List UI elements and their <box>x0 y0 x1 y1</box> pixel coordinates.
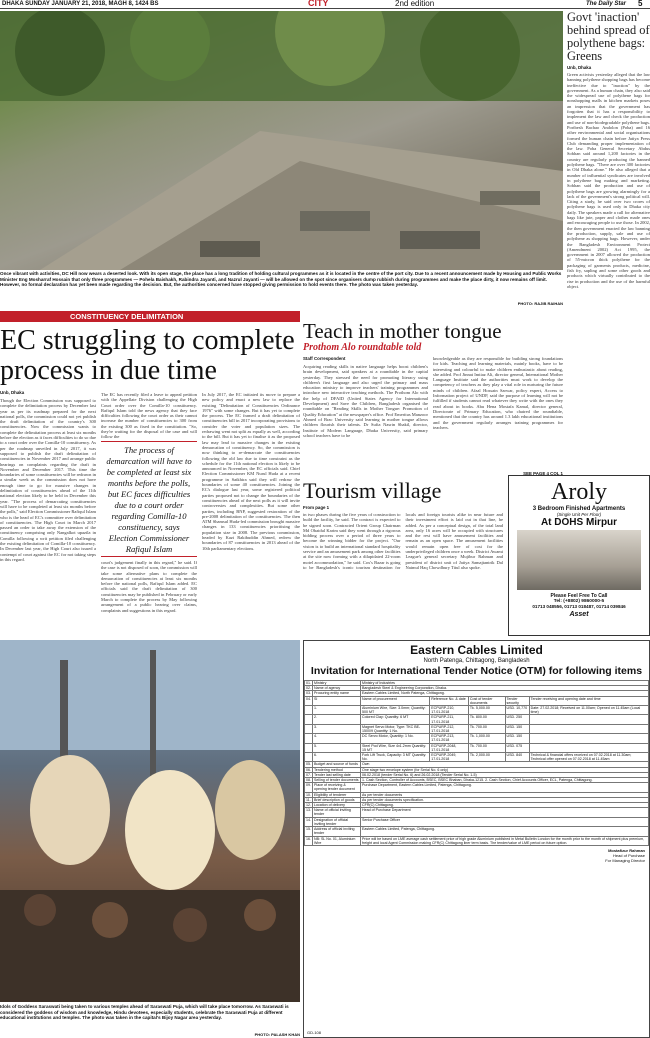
page-number: 5 <box>638 0 643 8</box>
tender-cell <box>529 734 648 743</box>
tender-cell: Eastern Cables Limited, North Patenga, Chittagong. <box>361 691 649 696</box>
tender-cell: Tk. 1,000.00 <box>468 734 505 743</box>
aroly-logo: Aroly <box>551 479 607 505</box>
aroly-tel: Tel: (+8802) 9860000-5 <box>553 599 605 604</box>
tender-cell: Steel Pod Wire, Size 4x1.2mm Quantity: 15 MT <box>361 743 430 752</box>
tender-row <box>305 734 649 743</box>
tender-table <box>304 680 649 846</box>
tender-cell: Budget and source of funds <box>313 762 361 767</box>
aroly-call: Please Feel Free To Call <box>550 593 608 599</box>
mother-tongue-col-2: knowledgeable as they are responsible for building strong foundations for kids. Teaching and learning materials, mainly books, have to be interesting and colourful to make children enthusiastic about reading, she added. Prof Jinnat Imtiaz Ali, director general, International Mother Language Institute said the authorities must work to develop the competency of teachers as they play a vital role in nurturing the future minds of children. Afzal Hossain Sarwar, policy expert, Access to Information project of UNDP, said the purpose of learning will not be fulfilled if students cannot read whatever they write with the ones they read about in books. Abu Hena Mostafa Kamal, director general, Directorate of Primary Education, who chaired the roundtable, mentioned that the country has around 1.3 lakh educational institutions and the government regularly arranges training programmes for teachers. <box>433 356 563 430</box>
tender-cell: 12. <box>306 803 311 808</box>
tender-cell: Fork Lift Truck, Capacity: 3 MT Quantity: No. <box>361 753 430 762</box>
tender-cell: 4. <box>313 734 361 743</box>
tender-cell: USD. 075 <box>505 743 529 752</box>
dateline: DHAKA SUNDAY JANUARY 21, 2018, MAGH 8, 1424 BS <box>2 1 159 7</box>
tourism-headline: Tourism village <box>303 480 442 503</box>
tender-row <box>305 724 649 733</box>
tender-cell: Colored Clay: Quantity: 6 MT <box>361 715 430 724</box>
ec-pull-quote: The process of demarcation will have to be completed at least six months before the polls, but EC faces difficulties due to a court order regarding Comilla-10 constituency, says Election Commissioner Rafiqul Islam <box>101 441 197 557</box>
greens-headline: Govt 'inaction' behind spread of polythene bags: Greens <box>567 11 650 63</box>
aroly-advertisement <box>508 475 650 636</box>
tender-cell: Magnet Servo Motor, Type: TKC BE-1500/9 Quantity: 1 No. <box>361 724 430 733</box>
tender-cell: Name of procurement <box>361 696 430 705</box>
dc-hill-illustration <box>0 11 563 270</box>
tender-cell <box>529 715 648 724</box>
tender-cell: NB: SL No. 01, Aluminium Wire <box>313 836 361 845</box>
tender-sign-for: For Managing Director <box>605 857 645 863</box>
mother-tongue-subhead: Prothom Alo roundtable told <box>303 342 422 353</box>
tender-cell: 01. <box>306 681 311 685</box>
tender-cell: 14. <box>305 817 313 826</box>
masthead <box>0 0 650 9</box>
tender-cell <box>305 715 313 724</box>
saraswati-credit: PHOTO: PALASH KHAN <box>254 1032 300 1037</box>
tender-cell: Price will be based on LME average cash settlement price of high grade Aluminium published in Metal Bulletin London for the month prior to the month of shipment plus premium, freight and local Agent Commission making CFR(C) Chittagong liner term basis. The tender/value of LME period on future option. <box>361 836 649 845</box>
tender-cell: Selling of tender documents <box>314 778 359 783</box>
tender-cell: Eligibility of tenderer <box>313 792 361 797</box>
mother-tongue-byline: Staff Correspondent <box>303 356 346 361</box>
tender-cell: ECPURP-213, 17.01.2018 <box>430 734 469 743</box>
tender-row <box>305 817 649 826</box>
tender-cell: ECPURP-2049, 17.01.2018 <box>430 753 469 762</box>
tender-cell: Tk. 700.00 <box>468 743 505 752</box>
tender-signature <box>304 848 649 863</box>
tender-cell: 1. <box>313 706 361 715</box>
aroly-line-1: 3 Bedroom Finished Apartments <box>532 506 626 512</box>
tender-cell: 07. <box>306 772 311 777</box>
tender-row <box>305 696 649 705</box>
tender-cell: DC Servo Motor, Quantity: 1 No. <box>361 734 430 743</box>
tender-cell: Tk. 700.00 <box>468 724 505 733</box>
tender-row <box>305 783 649 792</box>
ec-headline: EC struggling to complete process in due time <box>0 326 295 386</box>
tender-cell: One stage two envelope system (for Serial No. 6 only) <box>361 767 649 772</box>
edition-label: 2nd edition <box>395 0 435 8</box>
tender-cell: Designation of official inviting tender <box>313 817 361 826</box>
tender-row <box>305 706 649 715</box>
tender-row <box>305 743 649 752</box>
tender-cell: CFR(C) Chittagong. <box>361 803 649 808</box>
tender-row <box>305 827 649 836</box>
tender-cell: 03. <box>306 691 311 696</box>
tender-cell: Name of agency <box>313 686 361 691</box>
ec-byline: Unb, Dhaka <box>0 390 25 395</box>
tender-cell: Tk. 5,000.00 <box>468 706 505 715</box>
tender-cell: 3. <box>313 724 361 733</box>
tender-cell <box>529 724 648 733</box>
tender-cell: 5. <box>313 743 361 752</box>
tender-cell: ECPURP-2048, 17.01.2018 <box>430 743 469 752</box>
tender-code: GD-108 <box>307 1030 322 1035</box>
ec-col-2b: court's judgement finally in this regard," he said. If the case is not disposed of soon, the commission will take some alternative plans to complete the demarcation of constituencies at least six months before the national polls, Rafiqul Islam added. EC officials said the draft delimitation of 300 constituencies may be published in February or early March to complete the process by May following arrangement of a public hearing over claims, complaints and suggestions in this regard. <box>101 560 197 613</box>
tender-cell: Date: 27.02.2018; Received on 11.00am; Opened on 11.45am (Local time) <box>529 706 648 715</box>
tender-cell: Tender security <box>505 696 529 705</box>
tender-cell: Aluminium Wire, Size: 3.0mm; Quantity: 500 MT <box>361 706 430 715</box>
tender-cell: Tender last selling date <box>313 772 361 777</box>
tender-sign-title: Head of Purchase <box>612 852 645 858</box>
eastern-cables-tender <box>303 640 650 1038</box>
tender-cell <box>305 724 313 733</box>
tender-row <box>305 808 649 817</box>
tender-cell <box>529 743 648 752</box>
tender-cell: Reference No. & date <box>430 696 469 705</box>
aroly-line-3: At DOHS Mirpur <box>540 517 618 528</box>
tender-address: North Patenga, Chittagong, Bangladesh <box>423 658 530 664</box>
tender-cell: As per tender documents specification. <box>361 797 649 802</box>
tender-cell: 02. <box>306 686 311 691</box>
tender-cell: 09. <box>305 783 313 792</box>
tender-cell: 11. <box>306 797 311 802</box>
tender-cell: Own <box>361 762 649 767</box>
tender-cell: As per tender documents <box>361 792 649 797</box>
paper-name: The Daily Star <box>586 1 627 7</box>
mother-tongue-col-1: Acquiring reading skills in native language helps boost children's brain development, said speakers at a roundtable in the capital yesterday. They stressed the need for promoting literacy using children's first language and also urged the primary and mass education ministry to improve teachers' training programmes and introduce new interactive teaching methods. The Prothom Alo with the help of DFAID (United States Agency for International Development) and Save the Children, Bangladesh organised the roundtable on "Reading Skills in Mother Tongue: Promotion of Quality Education" at the newspaper's office. Prof Emeritus Manzoor Ahmed of Brac University said learning in mother tongue allows children flourish their talents. Dr Sufia Nasrin Shakil, director, Institute of Modern Language, Dhaka University, said primary school teachers have to be <box>303 364 428 438</box>
tender-cell: Name of official inviting tender <box>313 808 361 817</box>
saraswati-illustration <box>0 640 300 1002</box>
tender-cell: 06. <box>306 767 311 772</box>
ec-col-3: In July 2017, the EC initiated its move to prepare a new policy and enact a new law to replace the existing "Delimitation of Constituencies Ordinance 1976" with some changes. But it has yet to complete the process. The EC framed a draft delimitation of constituencies bill in 2017 incorporating provisions to consider the voter and population sizes. The redrawing went not split as equally as well, according to the bill. But it has yet to finalise it as the proposed law may lead to massive changes in the existing demarcation of constituency. So, the commission is now thinking to re-demarcate the constituencies following the old law due to time constraint as the schedule for the 11th national election is likely to be announced in November, the EC officials said. Chief Election Commissioner KM Nurul Huda at a recent programme in Satkhira said they will redraw the boundaries of some 40 constituencies. Joining the EC's dialogue last year, some registered political parties proposed not to change the boundaries of the constituencies ahead of the next polls as it will invite controversies and complexities. But some other parties, including BNP, suggested restoration of the pre-2008 delimitation of the constituencies. The then ATM Shamsul Huda-led commission brought massive changes in 133 constituencies prioritising the population size in 2008. The previous commission, headed by Kazi Rakibuddin Ahmed, redrew the boundaries of 87 constituencies in 2013 ahead of the 10th parliamentary elections. <box>202 392 300 551</box>
saraswati-caption: Idols of Goddess Saraswati being taken to various temples ahead of Saraswati Puja, which will take place tomorrow. As Saraswati is considered the goddess of wisdom and knowledge, Hindu devotees, especially students, celebrate the Saraswati Puja at different educational institutions and temples. The photo was taken in the capital's Bijoy Nagar area yesterday. <box>0 1004 289 1021</box>
tender-cell: Ministry <box>313 681 361 686</box>
tender-cell: USD. 250 <box>505 715 529 724</box>
tender-cell: Tender receiving and opening date and time <box>529 696 648 705</box>
tender-row <box>305 715 649 724</box>
tender-cell: 04. <box>305 696 313 705</box>
tender-cell: Technical & financial offers received on 07.02.2018 at 11.30am; Technical offer opened on 07.02.2018 at 11.45am <box>529 753 648 762</box>
greens-story <box>567 11 650 446</box>
greens-body: Green activists yesterday alleged that the law banning polythene shopping bags has become ineffective due to "inaction" by the government. As a human chain, they also said the widespread use of polythene bags for nonshopping malls in kitchen markets poses an impression that the government has forgotten that it has a responsibility to implement the law and check the production and use of non-biodegradable polythene bags. Poribesh Bachao Andolon (Poba) and 16 other environmental and social organisations formed the human chain before Jatiya Press Club demanding proper implementation of the law. Poba General Secretary Abdus Sobhan said around 1,200 factories in the country are regularly producing the banned polythene bags. "There are over 300 factories in Old Dhaka alone." He also alleged that a number of influential syndicates are involved in polythene bag making and marketing. Sobhan said the production and use of polythene bags are growing alarmingly for a lack of the government's strong political will. Citing a study, he said over two crores of polythene bags is used only in Dhaka city daily. The speakers made a call for alternative bags like jute, paper and clothes made ones and encouraging people to use those. In 2002, the then government enacted the law banning the production, supply, sale and use of polythene as shopping bags. However, under the Bangladesh Environment Protect (Amendment 2002) Act 1995, the government in 2007 allowed the production of 55-micron thick polythene for the packaging of garments products, medicine, fish fry, sapling and some other goods and products which virtually contributed to the rise in production and the use of the harmful object. <box>567 72 650 289</box>
tender-cell: Tk. 800.00 <box>468 715 505 724</box>
tender-cell <box>305 734 313 743</box>
greens-byline: Unb, Dhaka <box>567 65 592 70</box>
ec-col-2: The EC has recently filed a leave to appeal petition with the Appellate Division challenging the High Court order over the Comilla-10 constituency. Rafiqul Islam told the news agency that they face difficulties following the court order as their cannot increase the number of constituencies to 300 from the existing 300 as fixed in the constitution. "So, they're waiting for the disposal of the case and will follow the <box>101 392 197 439</box>
tender-cell: ECPURP-212, 17.01.2018 <box>430 724 469 733</box>
tender-cell: Tendering method <box>313 767 361 772</box>
tender-cell: 08. <box>306 778 311 783</box>
aroly-building-image <box>517 530 641 590</box>
tender-cell: ECPURP-210, 17.01.2018 <box>430 706 469 715</box>
tender-cell: Procuring entity name <box>313 691 361 696</box>
asset-logo: Asset <box>569 611 589 618</box>
dc-hill-caption: Once vibrant with activities, DC Hill now wears a deserted look. With its open stage, the place has a long tradition of holding cultural programmes as it is located in the centre of the port city. Due to a recent announcement made by Housing and Public Works Minister Eng Mosharraf Hossain that only three programmes — Pohela Baishakh, Rabindra Jayanti, and Nazrul Jayanti — will be allowed on the spot since organisers dump rubbish during programmes and make the place dirty, it now remains off limit. However, no formal declaration has yet been made regarding the decision. But, the authorities concerned have stopped giving permission to hold events there. The photo was taken yesterday. <box>0 271 562 288</box>
tender-cell: SI <box>313 696 361 705</box>
aroly-line-2: (Single Unit Per Floor) <box>556 512 602 517</box>
tender-cell: 6. <box>313 753 361 762</box>
tender-cell <box>305 706 313 715</box>
tender-cell: 16. <box>305 836 313 845</box>
tender-cell: ECPURP-211, 17.01.2018 <box>430 715 469 724</box>
tender-cell: Address of official inviting tender <box>313 827 361 836</box>
tender-cell: 05. <box>306 762 311 767</box>
tender-cell: Senior Purchase Officer <box>361 817 649 826</box>
tender-cell: Bangladesh Steel & Engineering Corporation, Dhaka. <box>361 686 649 691</box>
tender-cell: Purchase Department, Eastern Cables Limited, Patenga, Chittagong. <box>361 783 649 792</box>
tender-row <box>305 753 649 762</box>
dc-hill-credit: PHOTO: RAJIB RAIHAN <box>517 301 563 306</box>
tender-company: Eastern Cables Limited <box>410 643 543 657</box>
tender-cell: USD. 10,770 <box>505 706 529 715</box>
tender-cell: Eastern Cables Limited, Patenga, Chittagong. <box>361 827 649 836</box>
tender-cell: Location of delivery <box>313 803 361 808</box>
tender-cell: 15. <box>305 827 313 836</box>
tender-cell: USD. 840 <box>505 753 529 762</box>
tender-cell: 06.02.2018 (tender Serial No. 6) and 26.02.2018 (Tender Serial No. 1-5) <box>361 772 649 777</box>
tender-cell: Cost of tender documents <box>468 696 505 705</box>
tourism-byline: From page 1 <box>303 505 330 510</box>
tender-sign-name: Mostafizur Rahman <box>608 847 645 853</box>
ec-col-1: Though the Election Commission was supposed to complete the delimitation process by December last year as per its roadmap prepared for the next national polls, the commission could not yet publish the draft delimitation of the country's 300 constituencies. Now the commission wants to complete the delimitation process at least six months before the election as it faces difficulties to do so due to a court order over the Comilla-10 constituency. As per the roadmap unveiled in July 2017, it was supposed to publish the draft delimitation of constituencies in November 2017 and arrange public hearings on complaints regarding the draft in November and December 2017. This time the boundaries of some constituencies will be redrawn in a similar week as the commission does not have enough time to go for massive changes in delimitation of constituencies ahead of the 11th national election likely to be held in December this year. "The process of demarcating constituencies will have to be completed at least six months before the polls," said Election Commissioner Rafiqul Islam who is the head of EC's committee over delimitation of constituencies. The High Court in March 2017 passed an order to take away the extension of the constituency comprising only Nangalkot upazila in Comilla following a writ petition filed challenging the existing delimitation of Comilla-10 constituency. In December last year, the High Court also issued a contempt of court against the EC for not taking steps in this regard. <box>0 398 96 562</box>
tourism-body: in two phases during the five years of construction to build the facility, he said. The contract is expected to be signed soon. Contracted Orient Group Chairman Md Obaidul Karim said they went through a rigorous bidding process over a period of three years to become the winning bidder for the project. "Our vision is to build an international standard hospitality service and an amusement park among other facilities at the site now forming with a dilapidated 22-room motel accommodation," he said. Cox's Bazar is going to be Bangladesh's iconic tourism destination for locals and foreign tourists alike in near future and their investment effort is laid out in that line, he added. As per a conceptual design, of the total land area, only 16 acres will be occupied with structures and the rest will have amusement facilities and remain as an open space. The amusement facilities would remain open free of cost for the underprivileged children once a week. District Awami League's general secretary Mujibur Rahman and president of district unit of Jatiya Samajtantrik Dal Naimul Haq Chowdhury Titul also spoke. <box>303 512 503 570</box>
mother-tongue-headline: Teach in mother tongue <box>303 320 502 342</box>
tender-cell <box>305 743 313 752</box>
tender-cell: Head of Purchase Department <box>361 808 649 817</box>
tender-cell: 13. <box>305 808 313 817</box>
mother-tongue-continued: SEE PAGE 4 COL 1 <box>523 471 563 476</box>
tender-title: Invitation for International Tender Notice (OTM) for following items <box>310 665 643 677</box>
ec-kicker: CONSTITUENCY DELIMITATION <box>0 311 300 322</box>
aroly-phones: 01713 048556, 01713 018487, 01714 039846 <box>532 604 626 609</box>
tender-cell: 2. <box>313 715 361 724</box>
dc-hill-photo <box>0 11 563 270</box>
tender-cell: 10. <box>306 792 311 797</box>
tender-cell <box>305 753 313 762</box>
tender-row <box>305 836 649 845</box>
tender-cell: USD. 150 <box>505 724 529 733</box>
tender-cell: Ministry of Industries <box>361 681 649 686</box>
tender-cell: Place of receiving & opening tender document <box>313 783 361 792</box>
tender-cell: Brief description of goods <box>313 797 361 802</box>
tender-cell: Tk. 2,000.00 <box>468 753 505 762</box>
tender-cell: USD. 150 <box>505 734 529 743</box>
section-name: CITY <box>308 0 329 8</box>
saraswati-idols-photo <box>0 640 300 1002</box>
tender-cell: 1. Cash Section, Controller of Accounts, BSEC, BSEC Bhaban, Dhaka-1215. 2. Cash Section, Chief Accounts Officer, ECL, Patenga, Chittagong. <box>361 778 649 783</box>
